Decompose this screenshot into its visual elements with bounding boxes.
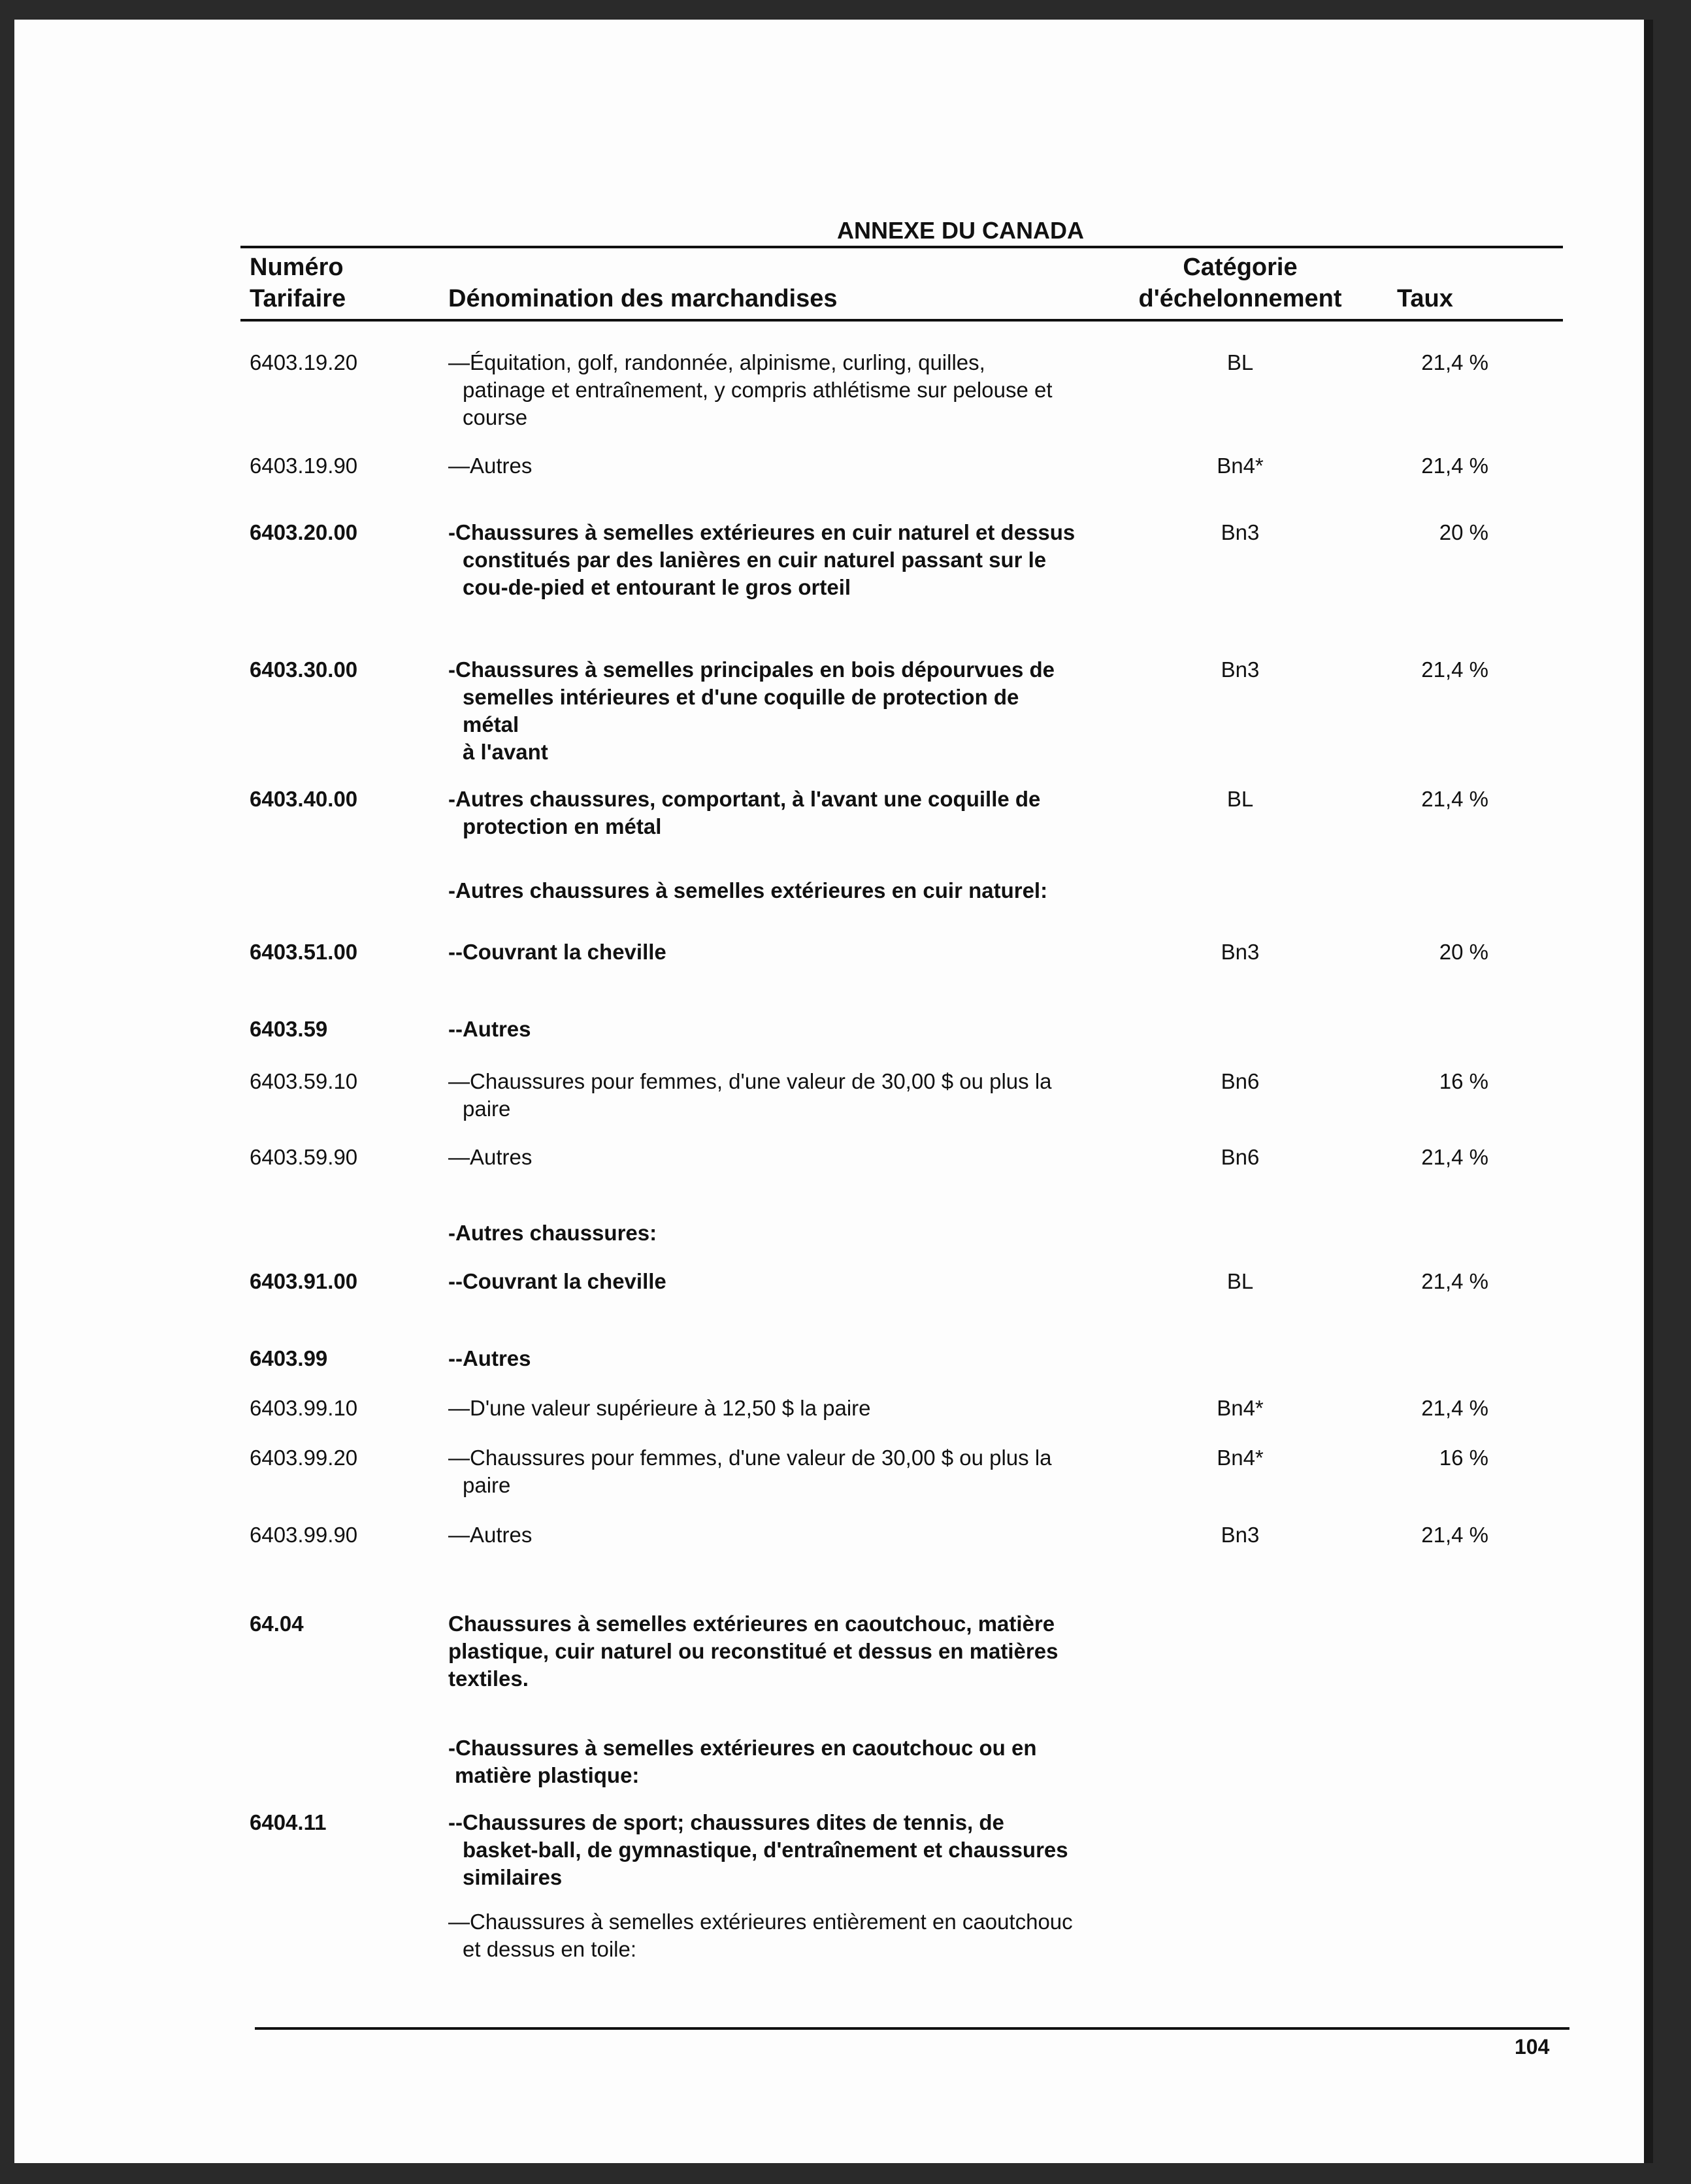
tariff-code: 6403.99.10 [250,1396,358,1420]
description: --Couvrant la cheville [448,1269,666,1293]
rate: 21,4 % [1421,1523,1488,1547]
staging-category: Bn4* [1217,1396,1264,1420]
staging-category: Bn3 [1221,657,1260,682]
description: Chaussures à semelles extérieures en caoutchouc, matière plastique, cuir naturel ou reconstitué et dessus en matières textiles. [448,1612,1059,1691]
tariff-code: 6403.59 [250,1017,328,1041]
table-row [240,656,1563,786]
table-row [240,452,1563,519]
header-taux: Taux [1397,285,1453,312]
table-row [240,938,1563,1016]
table-row [240,1016,1563,1068]
table-row [240,1268,1563,1345]
description: -Autres chaussures: [448,1221,657,1245]
tariff-code: 6403.20.00 [250,520,358,544]
rate: 21,4 % [1421,1145,1488,1169]
section-heading [240,1219,1563,1268]
description: —Chaussures pour femmes, d'une valeur de 30,00 $ ou plus la paire [448,1069,1052,1121]
description: —Autres [448,1523,533,1547]
rate: 21,4 % [1421,787,1488,811]
rate: 20 % [1439,940,1488,964]
description: —Chaussures pour femmes, d'une valeur de 30,00 $ ou plus la paire [448,1446,1052,1497]
staging-category: BL [1226,1269,1254,1293]
rate: 21,4 % [1421,1269,1488,1293]
tariff-code: 6403.91.00 [250,1269,358,1293]
tariff-code: 64.04 [250,1612,304,1636]
description: --Autres [448,1017,531,1041]
tariff-code: 6403.59.10 [250,1069,358,1093]
rate: 21,4 % [1421,350,1488,374]
tariff-code: 6403.51.00 [250,940,358,964]
description: -Autres chaussures à semelles extérieures en cuir naturel: [448,878,1048,902]
staging-category: Bn4* [1217,1446,1264,1470]
header-bottom-rule [240,319,1563,322]
rate: 21,4 % [1421,1396,1488,1420]
staging-category: Bn4* [1217,454,1264,478]
staging-category: Bn3 [1221,940,1260,964]
staging-category: Bn3 [1221,1523,1260,1547]
rate: 16 % [1439,1446,1488,1470]
tariff-code: 6403.59.90 [250,1145,358,1169]
description: —Autres [448,454,533,478]
staging-category: Bn3 [1221,520,1260,544]
annex-table [240,216,1563,1967]
rate: 16 % [1439,1069,1488,1093]
table-row [240,519,1563,656]
rate: 20 % [1439,520,1488,544]
description: —Chaussures à semelles extérieures entièrement en caoutchouc et dessus en toile: [448,1910,1073,1961]
tariff-code: 6404.11 [250,1810,327,1834]
description: --Chaussures de sport; chaussures dites de tennis, de basket-ball, de gymnastique, d'entraînement et chaussures similaires [448,1810,1068,1889]
document-page [14,20,1653,2163]
description: -Chaussures à semelles extérieures en cuir naturel et dessus constitués par des lanières en cuir naturel passant sur le cou-de-pied et entourant le gros orteil [448,520,1075,599]
description: —Autres [448,1145,533,1169]
tariff-code: 6403.19.90 [250,454,358,478]
tariff-code: 6403.99.20 [250,1446,358,1470]
table-row [240,786,1563,877]
header-numero-line1: Numéro [250,254,344,281]
table-row [240,1345,1563,1395]
table-row [240,1610,1563,1734]
header-categorie-line2: d'échelonnement [1138,285,1342,312]
header-categorie-line1: Catégorie [1183,254,1298,281]
table-row [240,1144,1563,1219]
header-denomination: Dénomination des marchandises [448,285,838,312]
table-row [240,1521,1563,1610]
tariff-code: 6403.19.20 [250,350,358,374]
page-number: 104 [1515,2035,1550,2059]
description: -Chaussures à semelles principales en bois dépourvues de semelles intérieures et d'une coquille de protection de métal à l'avant [448,657,1055,764]
table-header [240,248,1563,319]
table-row [240,1395,1563,1444]
description: —Équitation, golf, randonnée, alpinisme, curling, quilles, patinage et entraînement, y compris athlétisme sur pelouse et course [448,350,1053,429]
staging-category: BL [1226,787,1254,811]
staging-category: Bn6 [1221,1069,1260,1093]
description: —D'une valeur supérieure à 12,50 $ la paire [448,1396,871,1420]
description: --Autres [448,1346,531,1370]
section-heading [240,1734,1563,1809]
header-numero-line2: Tarifaire [250,285,346,312]
page-title: ANNEXE DU CANADA [836,217,1085,244]
table-row [240,1908,1563,1967]
table-row [240,1809,1563,1908]
staging-category: BL [1226,350,1254,374]
table-row [240,349,1563,452]
description: -Chaussures à semelles extérieures en caoutchouc ou en matière plastique: [448,1736,1037,1787]
table-row [240,1068,1563,1144]
tariff-code: 6403.99.90 [250,1523,358,1547]
tariff-code: 6403.99 [250,1346,328,1370]
tariff-code: 6403.40.00 [250,787,358,811]
rate: 21,4 % [1421,454,1488,478]
tariff-code: 6403.30.00 [250,657,358,682]
footer-rule [255,2027,1569,2030]
description: -Autres chaussures, comportant, à l'avant une coquille de protection en métal [448,787,1041,838]
section-heading [240,877,1563,938]
staging-category: Bn6 [1221,1145,1260,1169]
table-row [240,1444,1563,1521]
rate: 21,4 % [1421,657,1488,682]
description: --Couvrant la cheville [448,940,666,964]
